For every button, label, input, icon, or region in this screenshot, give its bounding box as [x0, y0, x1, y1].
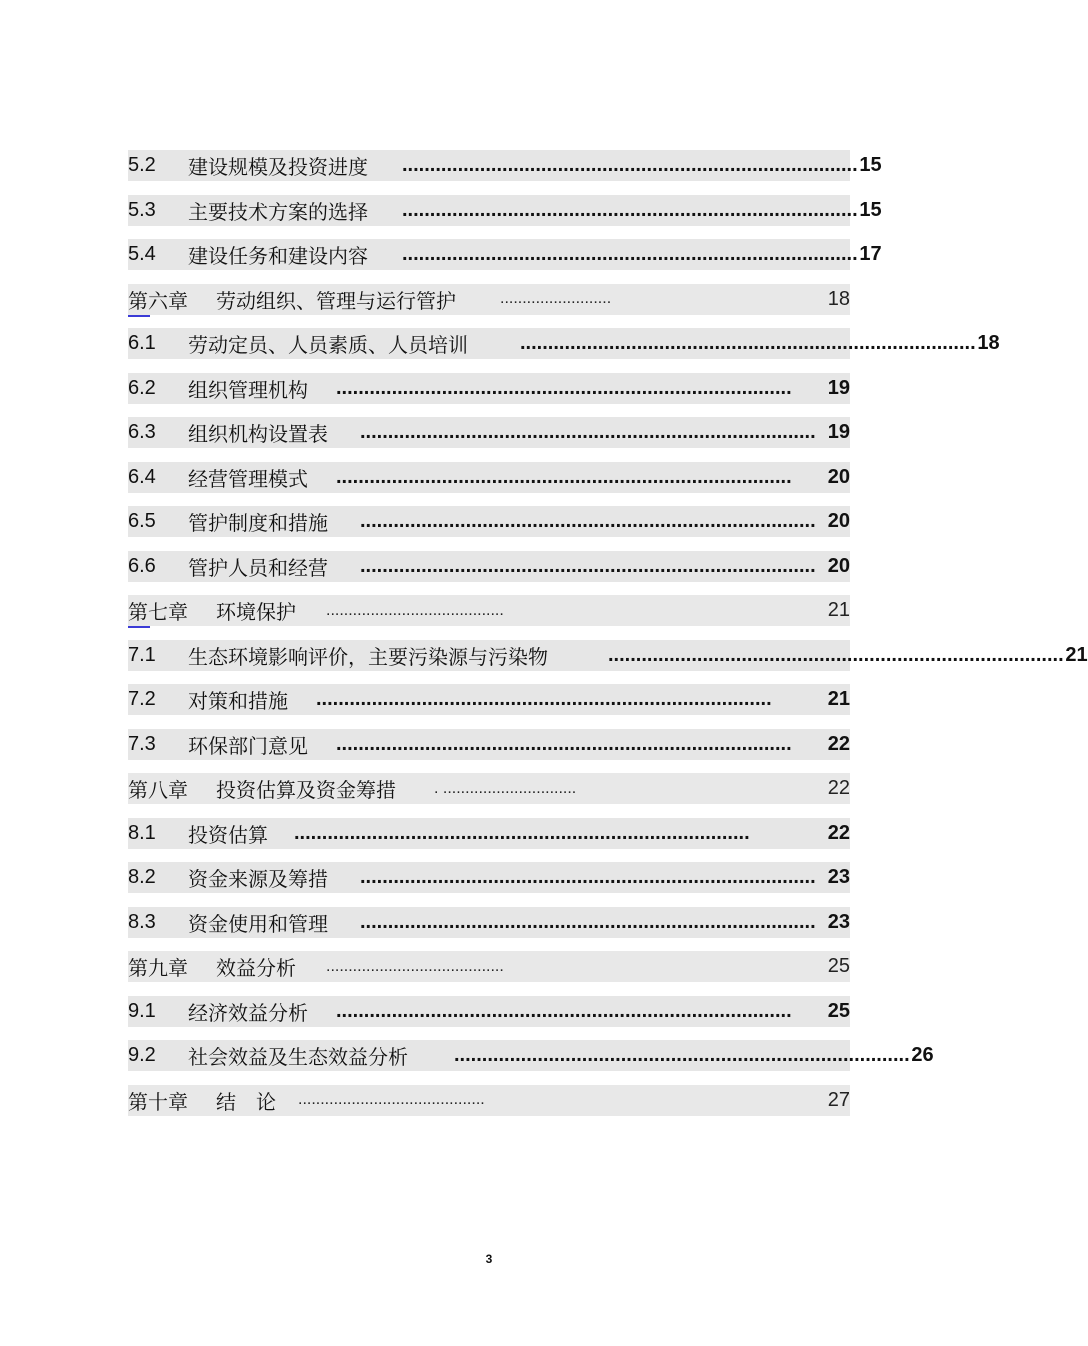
toc-page-number: 18	[827, 287, 850, 310]
toc-section-entry[interactable]	[128, 818, 850, 849]
toc-dot-leader: ..................................................................................	[360, 866, 816, 888]
toc-dot-leader: . ..............................	[434, 779, 577, 797]
toc-entry-title: 生态环境影响评价，主要污染源与污染物	[188, 644, 548, 669]
toc-page-number: 15	[859, 198, 882, 221]
toc-entry-title: 建设规模及投资进度	[188, 155, 368, 179]
toc-page-number: 20	[827, 465, 850, 488]
toc-page-number: 22	[827, 821, 850, 844]
toc-entry-title: 效益分析	[216, 956, 296, 980]
toc-entry-title: 经济效益分析	[188, 1000, 308, 1025]
link-underline	[128, 626, 150, 628]
toc-section-entry[interactable]	[128, 729, 850, 760]
toc-section-entry[interactable]	[128, 551, 850, 582]
toc-entry-number: 6.5	[128, 510, 156, 532]
toc-dot-leader: ..................................................................................	[520, 332, 976, 354]
toc-entry-number: 6.3	[128, 421, 156, 443]
toc-entry-title: 环保部门意见	[188, 733, 308, 758]
toc-entry-number: 第六章	[128, 288, 188, 313]
toc-entry-number: 7.1	[128, 643, 156, 666]
toc-dot-leader: ..................................................................................	[360, 910, 816, 933]
toc-dot-leader: ..................................................................................	[360, 421, 816, 443]
toc-entry-number: 5.3	[128, 198, 156, 221]
toc-entry-title: 劳动组织、管理与运行管护	[216, 288, 456, 313]
toc-section-entry[interactable]	[128, 907, 850, 938]
toc-page-number: 26	[911, 1044, 934, 1066]
toc-dot-leader: ........................................	[326, 957, 504, 975]
toc-entry-number: 5.2	[128, 154, 156, 176]
toc-entry-number: 5.4	[128, 243, 156, 265]
toc-entry-title: 管护人员和经营	[188, 555, 328, 580]
toc-chapter-entry[interactable]	[128, 951, 850, 982]
toc-entry-number: 第九章	[128, 956, 188, 980]
toc-entry-number: 6.6	[128, 554, 156, 577]
toc-entry-number: 6.4	[128, 465, 156, 488]
toc-section-entry[interactable]	[128, 996, 850, 1027]
toc-entry-number: 第七章	[128, 600, 188, 624]
toc-section-entry[interactable]	[128, 195, 882, 226]
toc-entry-number: 8.2	[128, 866, 156, 888]
toc-entry-title: 对策和措施	[188, 689, 288, 713]
toc-dot-leader: ..................................................................................	[402, 243, 858, 265]
toc-entry-title: 组织管理机构	[188, 377, 308, 402]
toc-section-entry[interactable]	[128, 239, 882, 270]
toc-entry-number: 8.1	[128, 821, 156, 844]
toc-section-entry[interactable]	[128, 328, 1000, 359]
toc-chapter-entry[interactable]	[128, 284, 850, 315]
toc-page-number: 27	[827, 1088, 850, 1111]
toc-dot-leader: ..................................................................................	[336, 999, 792, 1022]
toc-page-number: 20	[827, 554, 850, 577]
toc-dot-leader: .........................	[500, 290, 612, 307]
toc-dot-leader: ..................................................................................	[336, 376, 792, 399]
toc-chapter-entry[interactable]	[128, 1085, 850, 1116]
toc-page-number: 23	[827, 910, 850, 933]
toc-section-entry[interactable]	[128, 640, 1088, 671]
toc-dot-leader: ..................................................................................	[360, 510, 816, 532]
toc-entry-title: 组织机构设置表	[188, 422, 328, 446]
toc-entry-title: 管护制度和措施	[188, 511, 328, 535]
toc-entry-title: 资金使用和管理	[188, 911, 328, 936]
toc-page-number: 19	[827, 421, 850, 443]
toc-dot-leader: ..........................................	[298, 1091, 485, 1108]
toc-page-number: 22	[827, 777, 850, 799]
toc-entry-title: 经营管理模式	[188, 466, 308, 491]
toc-dot-leader: ..................................................................................	[608, 643, 1064, 666]
toc-section-entry[interactable]	[128, 373, 850, 404]
toc-section-entry[interactable]	[128, 150, 882, 181]
toc-dot-leader: ..................................................................................	[454, 1044, 910, 1066]
toc-page-number: 17	[859, 243, 882, 265]
toc-dot-leader: ........................................	[326, 601, 504, 619]
toc-entry-number: 7.3	[128, 732, 156, 755]
toc-chapter-entry[interactable]	[128, 595, 850, 626]
toc-page-number: 19	[827, 376, 850, 399]
toc-page-number: 21	[827, 688, 850, 710]
toc-section-entry[interactable]	[128, 506, 850, 537]
toc-chapter-entry[interactable]	[128, 773, 850, 804]
toc-section-entry[interactable]	[128, 1040, 934, 1071]
toc-entry-title: 社会效益及生态效益分析	[188, 1045, 408, 1069]
toc-dot-leader: ..................................................................................	[402, 154, 858, 176]
toc-dot-leader: ..................................................................................	[336, 732, 792, 755]
toc-page-number: 21	[1065, 643, 1088, 666]
page-number: 3	[485, 1252, 493, 1266]
toc-page-number: 23	[827, 866, 850, 888]
toc-entry-title: 主要技术方案的选择	[188, 199, 368, 224]
toc-section-entry[interactable]	[128, 417, 850, 448]
table-of-contents	[128, 150, 1088, 1129]
toc-entry-number: 第八章	[128, 778, 188, 802]
toc-entry-number: 9.2	[128, 1044, 156, 1066]
toc-page-number: 21	[827, 599, 850, 621]
toc-entry-title: 投资估算	[188, 822, 268, 847]
toc-entry-title: 投资估算及资金筹措	[216, 778, 396, 802]
toc-entry-number: 第十章	[128, 1089, 188, 1114]
toc-entry-number: 6.2	[128, 376, 156, 399]
toc-page-number: 25	[827, 999, 850, 1022]
toc-entry-title: 劳动定员、人员素质、人员培训	[188, 333, 468, 357]
toc-dot-leader: ..................................................................................	[336, 465, 792, 488]
toc-entry-number: 8.3	[128, 910, 156, 933]
toc-dot-leader: ..................................................................................	[294, 821, 750, 844]
toc-entry-title: 建设任务和建设内容	[188, 244, 368, 268]
toc-page-number: 25	[827, 955, 850, 977]
toc-entry-title: 结 论	[216, 1089, 276, 1114]
toc-entry-number: 6.1	[128, 332, 156, 354]
toc-dot-leader: ..................................................................................	[316, 688, 772, 710]
toc-page-number: 18	[977, 332, 1000, 354]
toc-section-entry[interactable]	[128, 862, 850, 893]
toc-entry-number: 9.1	[128, 999, 156, 1022]
toc-section-entry[interactable]	[128, 462, 850, 493]
toc-entry-number: 7.2	[128, 688, 156, 710]
toc-section-entry[interactable]	[128, 684, 850, 715]
toc-entry-title: 资金来源及筹措	[188, 867, 328, 891]
toc-page-number: 22	[827, 732, 850, 755]
toc-page-number: 20	[827, 510, 850, 532]
toc-dot-leader: ..................................................................................	[360, 554, 816, 577]
toc-entry-title: 环境保护	[216, 600, 296, 624]
toc-page-number: 15	[859, 154, 882, 176]
toc-dot-leader: ..................................................................................	[402, 198, 858, 221]
link-underline	[128, 315, 150, 317]
